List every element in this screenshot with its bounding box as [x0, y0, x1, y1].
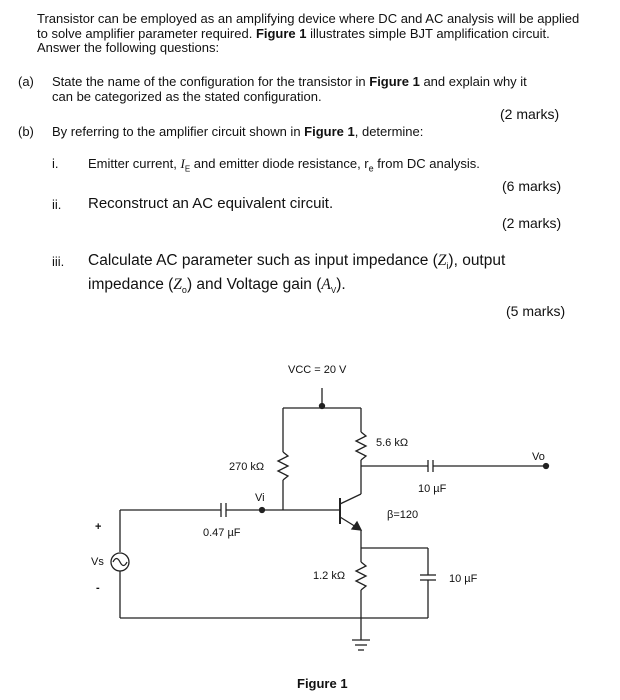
intro-paragraph: Transistor can be employed as an amplifying device where DC and AC analysis will be applied to solve amplifier parameter required. Figure 1 illustrates simple BJT amplification circuit. Answer the following questions:: [37, 11, 580, 55]
question-a-marks: (2 marks): [500, 106, 560, 122]
question-b-label: (b): [18, 124, 34, 139]
resistor-5k6: [356, 432, 366, 460]
question-b-ii-label: ii.: [52, 197, 62, 212]
plus-sign: +: [95, 521, 102, 533]
question-b-text: By referring to the amplifier circuit shown in Figure 1, determine:: [52, 124, 424, 139]
ce-label: 10 µF: [449, 573, 478, 585]
r1-label: 270 kΩ: [229, 461, 265, 473]
vi-label: Vi: [255, 492, 265, 504]
transistor-collector: [340, 494, 361, 504]
vs-label: Vs: [91, 556, 104, 568]
question-b-i-marks: (6 marks): [502, 178, 562, 194]
vcc-label: VCC = 20 V: [288, 364, 347, 376]
re-label: 1.2 kΩ: [313, 570, 346, 582]
question-b-iii-line2: impedance $(Z_o)$ and Voltage gain $(A_V)$.: [88, 276, 346, 296]
vi-node: [260, 508, 265, 513]
emitter-arrow: [352, 522, 361, 530]
question-b-i-text: Emitter current, $I_E$ and emitter diode resistance, $r_e$ from DC analysis.: [88, 156, 480, 174]
question-b-ii-text: Reconstruct an AC equivalent circuit.: [88, 195, 334, 212]
figure-caption: Figure 1: [297, 676, 348, 691]
cin-label: 0.47 µF: [203, 527, 241, 539]
cout-label: 10 µF: [418, 483, 447, 495]
resistor-270k: [278, 452, 288, 480]
vo-node: [544, 464, 549, 469]
question-b-i-label: i.: [52, 156, 59, 171]
minus-sign: -: [96, 582, 100, 594]
ac-source-wave: [113, 559, 127, 566]
question-a-label: (a): [18, 74, 34, 89]
vo-label: Vo: [532, 451, 545, 463]
question-a-line1: State the name of the configuration for the transistor in Figure 1 and explain why it: [52, 74, 527, 89]
question-a-line2: can be categorized as the stated configuration.: [52, 89, 322, 104]
resistor-1k2: [356, 562, 366, 590]
beta-label: β=120: [387, 509, 419, 521]
question-b-ii-marks: (2 marks): [502, 215, 562, 231]
question-b-iii-line1: Calculate AC parameter such as input impedance $(Z_i)$, output: [88, 252, 506, 272]
question-b-iii-label: iii.: [52, 254, 65, 269]
rc-label: 5.6 kΩ: [376, 437, 409, 449]
question-b-iii-marks: (5 marks): [506, 303, 566, 319]
